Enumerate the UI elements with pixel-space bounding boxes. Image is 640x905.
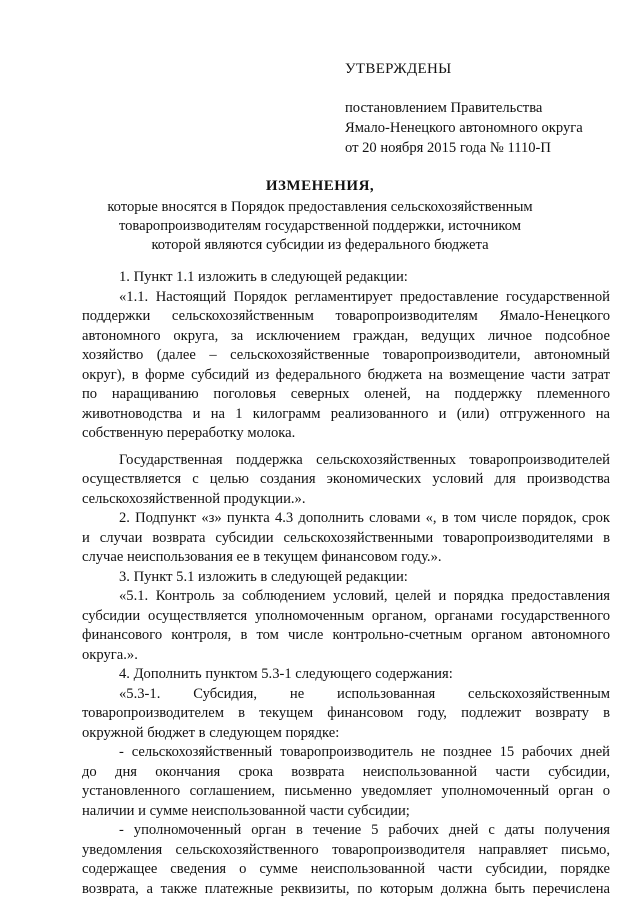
paragraph-line: «5.1. Контроль за соблюдением условий, целей и порядка предоставления	[119, 588, 610, 604]
paragraph-line: «1.1. Настоящий Порядок регламентирует предоставление государственной	[119, 288, 610, 305]
paragraph-line: и случаи возврата субсидии сельскохозяйственными товаропроизводителями в	[82, 529, 610, 546]
paragraph-line: 1. Пункт 1.1 изложить в следующей редакции:	[119, 269, 408, 285]
paragraph-line: «5.3-1. Субсидия, не использованная сельскохозяйственным	[119, 685, 610, 702]
paragraph-line: возврата, а также платежные реквизиты, по которым должна быть перечислена	[82, 880, 610, 897]
approval-stamp	[345, 60, 615, 158]
paragraph-line: - сельскохозяйственный товаропроизводитель не позднее 15 рабочих дней	[119, 744, 610, 760]
paragraph-line: товаропроизводителем в текущем финансовом году, подлежит возврату в	[82, 705, 610, 721]
paragraph-line: уведомления сельскохозяйственного товаропроизводителя направляет письмо,	[82, 841, 610, 858]
document-subtitle-line: товаропроизводителям государственной поддержки, источником	[118, 218, 522, 234]
paragraph-line: установленного соглашением, письменно уведомляет уполномоченный орган о	[82, 783, 610, 799]
approval-heading: УТВЕРЖДЕНЫ	[345, 61, 452, 77]
paragraph-line: случае неиспользования ее в текущем финансовом году.».	[82, 549, 442, 565]
paragraph-line: собственную переработку молока.	[82, 425, 296, 441]
document-body	[82, 268, 610, 899]
paragraph-line: содержащее сведения о сумме неиспользованной части субсидии, порядке	[82, 861, 610, 877]
paragraph-line: до дня окончания срока возврата неиспользованной части субсидии,	[82, 763, 610, 780]
paragraph-line: автономного округа, за исключением граждан, ведущих личное подсобное	[82, 327, 610, 344]
paragraph-line: округ), в форме субсидий из федерального бюджета на возмещение части затрат	[82, 366, 610, 383]
paragraph-line: окружной бюджет в следующем порядке:	[82, 724, 340, 741]
paragraph-line: - уполномоченный орган в течение 5 рабочих дней с даты получения	[119, 822, 610, 838]
paragraph-line: финансового контроля, в том числе контрольно-счетным органом автономного	[82, 627, 610, 643]
paragraph-line: 3. Пункт 5.1 изложить в следующей редакции:	[119, 568, 408, 585]
paragraph-line: по наращиванию поголовья северных оленей, на поддержку племенного	[82, 386, 610, 402]
paragraph-line: наличии и сумме неиспользованной части субсидии;	[82, 802, 410, 819]
paragraph-line: 2. Подпункт «з» пункта 4.3 дополнить словами «, в том числе порядок, срок	[119, 510, 610, 526]
paragraph-line: субсидии осуществляется уполномоченным органом, органами государственного	[82, 607, 610, 624]
approval-line: Ямало-Ненецкого автономного округа	[345, 120, 583, 136]
document-subtitle-line: которые вносятся в Порядок предоставления сельскохозяйственным	[107, 199, 533, 215]
approval-line: постановлением Правительства	[345, 100, 543, 116]
document-title: ИЗМЕНЕНИЯ,	[265, 178, 375, 194]
paragraph-line: осуществляется с целью создания экономических условий для производства	[82, 471, 610, 487]
paragraph-line: сельскохозяйственной продукции.».	[82, 490, 306, 507]
paragraph-line: животноводства и на 1 килограмм реализованного и (или) отгруженного на	[82, 405, 610, 422]
paragraph-line: 4. Дополнить пунктом 5.3-1 следующего содержания:	[119, 666, 453, 682]
paragraph-line: хозяйство (далее – сельскохозяйственные товаропроизводители, автономный	[82, 347, 610, 363]
document-subtitle-line: которой являются субсидии из федерального бюджета	[151, 237, 489, 253]
paragraph-line: округа.».	[82, 646, 138, 663]
approval-line: от 20 ноября 2015 года № 1110-П	[345, 140, 551, 156]
paragraph-line: Государственная поддержка сельскохозяйственных товаропроизводителей	[119, 451, 610, 468]
document-title-block	[60, 176, 580, 255]
paragraph-line: поддержки сельскохозяйственным товаропроизводителям Ямало-Ненецкого	[82, 308, 610, 324]
